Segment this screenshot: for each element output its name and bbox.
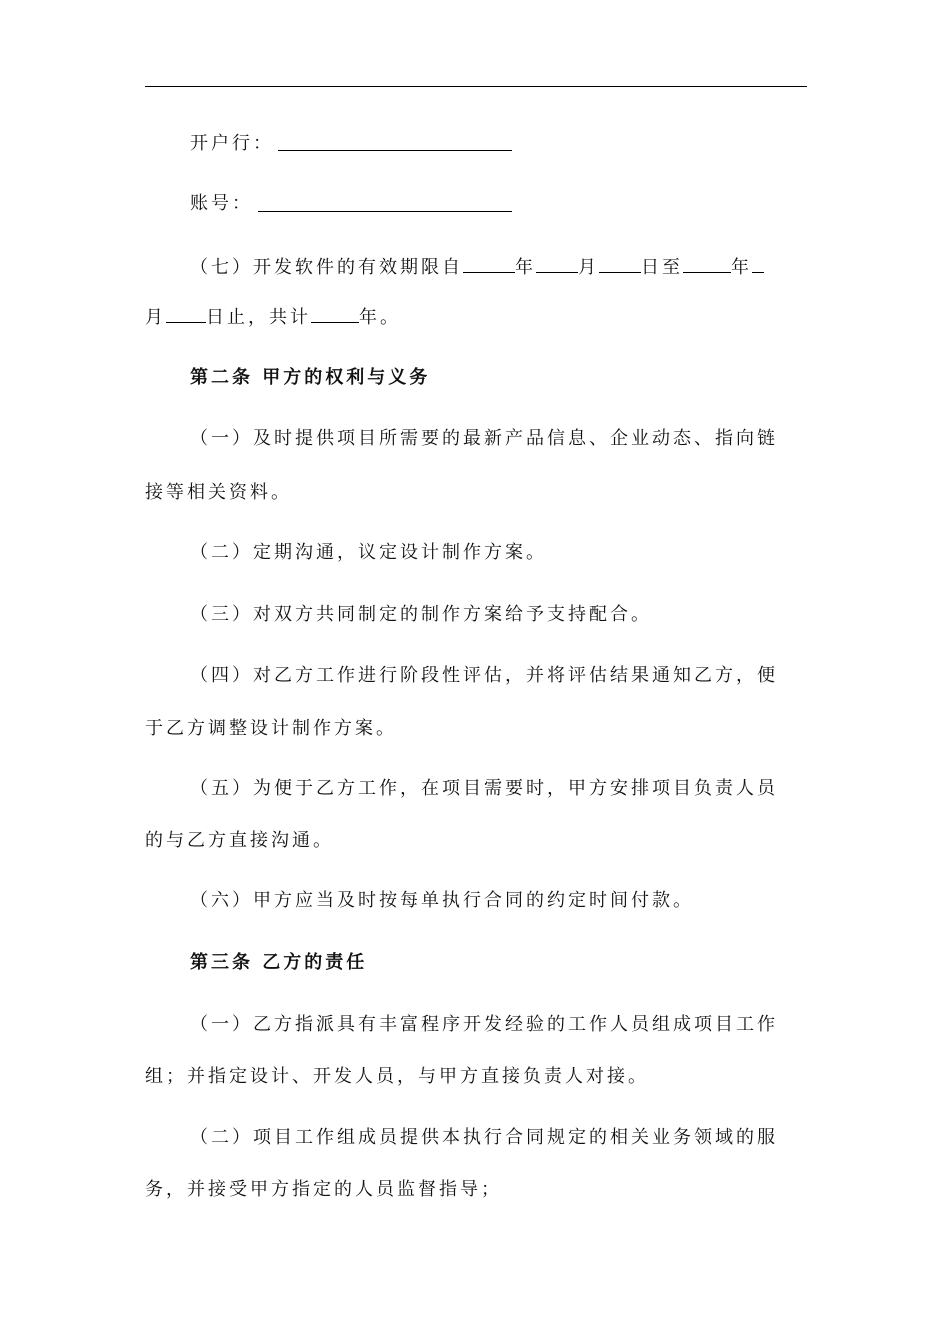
blank-year-end <box>683 256 731 273</box>
article2-item4-line2: 于乙方调整设计制作方案。 <box>145 718 397 739</box>
clause7-text-c: 月 <box>578 257 599 278</box>
clause7-text-f: 月 <box>145 307 166 328</box>
clause7-text-b: 年 <box>515 257 536 278</box>
article2-item1-line1: （一）及时提供项目所需要的最新产品信息、企业动态、指向链 <box>190 428 778 449</box>
article2-item6: （六）甲方应当及时按每单执行合同的约定时间付款。 <box>190 890 694 911</box>
article2-item5-line2: 的与乙方直接沟通。 <box>145 830 334 851</box>
bank-label-text: 开户行： <box>190 133 274 154</box>
article2-item1-line2: 接等相关资料。 <box>145 482 292 503</box>
article3-title: 第三条 乙方的责任 <box>190 952 368 973</box>
blank-day-start <box>599 256 641 273</box>
article3-item1-line2: 组；并指定设计、开发人员，与甲方直接负责人对接。 <box>145 1066 649 1087</box>
bank-fill-line <box>278 150 512 151</box>
clause7-line2 <box>145 306 401 330</box>
article2-item3: （三）对双方共同制定的制作方案给予支持配合。 <box>190 604 652 625</box>
clause7-text-h: 年。 <box>359 307 401 328</box>
account-label-text: 账号： <box>190 193 253 214</box>
bank-label <box>190 132 274 156</box>
blank-total-years <box>311 306 359 323</box>
article2-item5-line1: （五）为便于乙方工作，在项目需要时，甲方安排项目负责人员 <box>190 778 778 799</box>
account-label <box>190 192 253 216</box>
clause7-text-d: 日至 <box>641 257 683 278</box>
blank-month-start <box>536 256 578 273</box>
header-rule <box>145 86 807 87</box>
account-fill-line <box>258 211 512 212</box>
clause7-text-e: 年 <box>731 257 752 278</box>
clause7-text-g: 日止，共计 <box>206 307 311 328</box>
article2-item4-line1: （四）对乙方工作进行阶段性评估，并将评估结果通知乙方，便 <box>190 665 778 686</box>
article3-item1-line1: （一）乙方指派具有丰富程序开发经验的工作人员组成项目工作 <box>190 1014 778 1035</box>
article3-item2-line1: （二）项目工作组成员提供本执行合同规定的相关业务领域的服 <box>190 1127 778 1148</box>
blank-month-end-tail <box>752 256 764 273</box>
clause7-line1 <box>190 256 764 280</box>
blank-year-start <box>463 256 515 273</box>
article2-item2: （二）定期沟通，议定设计制作方案。 <box>190 542 547 563</box>
article3-item2-line2: 务，并接受甲方指定的人员监督指导； <box>145 1179 502 1200</box>
clause7-text-a: （七）开发软件的有效期限自 <box>190 257 463 278</box>
article2-title: 第二条 甲方的权利与义务 <box>190 367 431 388</box>
blank-day-end <box>166 306 206 323</box>
